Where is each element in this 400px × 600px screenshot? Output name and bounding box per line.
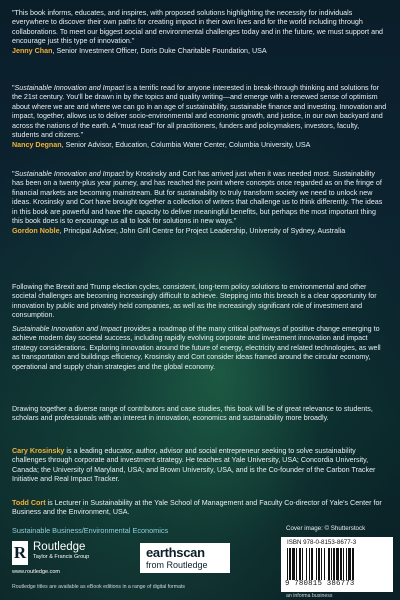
- endorsement-quote: "Sustainable Innovation and Impact by Krosinsky and Cort has arrived just when it was needed most. Sustainability has been on a twenty-plus year journey, and has reached the point where concepts once regarded as on the fringe of financial markets are becoming mainstream. But for sustainability to truly transform society we need to unlock new ideas. Krosinsky and Cort have brought together a collection of writers that challenge us to think differently. The ideas in this book are powerful and have the capacity to deliver meaningful benefits, but perhaps the most important thing this book does is to encourage us all to look for solutions in new ways.": [12, 170, 383, 226]
- cover-image-credit: Cover image: © Shutterstock: [286, 525, 366, 532]
- endorser-name: Nancy Degnan: [12, 140, 62, 149]
- endorsement-attribution: Nancy Degnan, Senior Advisor, Education, Columbia Water Center, Columbia University, USA: [12, 140, 311, 149]
- endorsement-1: [12, 9, 388, 57]
- author-name: Todd Cort: [12, 499, 46, 507]
- imprint-sub: from Routledge: [146, 560, 208, 570]
- imprint-name: earthscan: [146, 545, 205, 560]
- endorsement-quote: "This book informs, educates, and inspires, with proposed solutions highlighting the necessity for individuals everywhere to discover their own paths for creating impact in their own lives and for the world including through collaborations. To meet our biggest social and environmental challenges today and in the future, we must support and encourage just this type of innovation.": [12, 9, 384, 46]
- isbn-barcode-box: [281, 537, 393, 592]
- endorsement-attribution: Jenny Chan, Senior Investment Officer, Doris Duke Charitable Foundation, USA: [12, 47, 267, 56]
- endorser-name: Jenny Chan: [12, 47, 53, 56]
- isbn-label: ISBN 978-0-8153-8677-3: [287, 539, 357, 546]
- author-bio-1: Cary Krosinsky is a leading educator, author, advisor and social entrepreneur seeking to solve sustainability challenges through corporate and investment strategy. He teaches at Yale University, USA; Concordia University, Canada; the University of Maryland, USA; and Brown University, USA, and is the Co-founder of the Carbon Tracker Initiative and Real Impact Tracker.: [12, 447, 376, 484]
- publisher-group: Taylor & Francis Group: [33, 554, 90, 560]
- barcode-icon: [287, 548, 387, 580]
- description-paragraph-1: Following the Brexit and Trump election cycles, consistent, long-term policy solutions to environmental and other societal challenges are becoming increasingly difficult to achieve. Stepping into this breach is a clear opportunity for innovation by public and privately held companies, as well as the increasingly significant role of investment and consumption.: [12, 283, 377, 320]
- ebook-footer-note: Routledge titles are available as eBook editions in a range of digital formats: [12, 584, 186, 590]
- endorser-name: Gordon Noble: [12, 226, 60, 235]
- description-paragraph-3: Drawing together a diverse range of contributors and case studies, this book will be of great relevance to students, scholars and professionals with an interest in innovation, economics and sustainability more broadly.: [12, 405, 373, 423]
- earthscan-logo: [140, 543, 230, 573]
- routledge-r-icon: R: [12, 541, 28, 565]
- barcode-digits: 9 780815 386773: [285, 580, 355, 588]
- endorsement-2: [12, 84, 388, 150]
- publisher-name: Routledge: [33, 541, 86, 553]
- informa-business-note: an informa business: [286, 593, 333, 599]
- endorsement-quote: "Sustainable Innovation and Impact is a terrific read for anyone interested in break-through thinking and solutions for the 21st century. You'll be drawn in by the topics and quality writing—and emerge with a renewed sense of optimism about where we are and where we can go in an age of sustainability, sustainable finance and investing. Innovation and impact, together, allows us to deliver socio-environmental and economic growth, and justice, in our own backyard and across the nations of the earth. A "must read" for all practitioners, funders and policymakers, investors, faculty, students and citizens.": [12, 84, 387, 140]
- publisher-url: www.routledge.com: [12, 569, 60, 575]
- routledge-logo: [12, 541, 122, 577]
- endorsement-3: [12, 170, 388, 236]
- endorsement-attribution: Gordon Noble, Principal Adviser, John Grill Centre for Project Leadership, University of Sydney, Australia: [12, 226, 346, 235]
- author-name: Cary Krosinsky: [12, 447, 65, 455]
- subject-category: Sustainable Business/Environmental Economics: [12, 526, 169, 535]
- description-paragraph-2: Sustainable Innovation and Impact provides a roadmap of the many critical pathways of positive change emerging to achieve modern day societal success, including rapidly evolving corporate and investment innovation and impact strategy considerations. Exploring innovation around the future of energy, electricity and related technologies, as well as transportation and buildings efficiency, Krosinsky and Cort consider ideas framed around the circular economy, operational and supply chain strategies and the global economy.: [12, 325, 381, 371]
- author-bio-2: Todd Cort is Lecturer in Sustainability at the Yale School of Management and Faculty Co-director of Yale's Center for Business and the Environment, USA.: [12, 499, 382, 517]
